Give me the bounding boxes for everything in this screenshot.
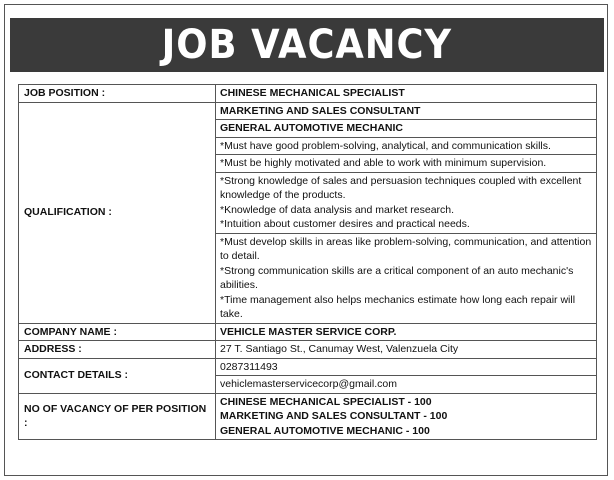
job-position-label: JOB POSITION :	[19, 85, 216, 103]
qualification-line: *Knowledge of data analysis and market research.	[220, 203, 455, 216]
vacancy-item: CHINESE MECHANICAL SPECIALIST - 100	[220, 395, 432, 408]
address-value: 27 T. Santiago St., Canumay West, Valenzuela City	[216, 341, 597, 359]
qualification-position-2: GENERAL AUTOMOTIVE MECHANIC	[216, 120, 597, 138]
row-address	[19, 341, 597, 359]
contact-email: vehiclemasterservicecorp@gmail.com	[216, 376, 597, 394]
contact-label: CONTACT DETAILS :	[19, 358, 216, 393]
qualification-line: *Strong communication skills are a critical component of an auto mechanic's abilities.	[220, 264, 574, 291]
company-label: COMPANY NAME :	[19, 323, 216, 341]
row-vacancy	[19, 393, 597, 440]
qualification-block-4	[216, 233, 597, 323]
qualification-block-3	[216, 172, 597, 233]
row-job-position	[19, 85, 597, 103]
vacancy-item: GENERAL AUTOMOTIVE MECHANIC - 100	[220, 424, 430, 437]
qualification-line: *Must have good problem-solving, analytical, and communication skills.	[220, 139, 551, 152]
qualification-line: *Intuition about customer desires and practical needs.	[220, 218, 470, 230]
vacancy-values	[216, 393, 597, 440]
page-title: JOB VACANCY	[161, 22, 453, 68]
job-position-value: CHINESE MECHANICAL SPECIALIST	[216, 85, 597, 103]
qualification-line: *Must develop skills in areas like problem-solving, communication, and attention to detail.	[220, 235, 592, 262]
row-company	[19, 323, 597, 341]
banner	[10, 18, 604, 72]
row-qualification	[19, 102, 597, 120]
qualification-position-1: MARKETING AND SALES CONSULTANT	[216, 102, 597, 120]
contact-phone: 0287311493	[216, 358, 597, 376]
vacancy-item: MARKETING AND SALES CONSULTANT - 100	[220, 410, 448, 422]
qualification-block-1	[216, 137, 597, 155]
row-contact	[19, 358, 597, 376]
company-value: VEHICLE MASTER SERVICE CORP.	[216, 323, 597, 341]
vacancy-table	[18, 84, 597, 440]
qualification-line: *Time management also helps mechanics estimate how long each repair will take.	[220, 293, 576, 320]
qualification-line: *Strong knowledge of sales and persuasion techniques coupled with excellent knowledge of the products.	[220, 174, 582, 201]
address-label: ADDRESS :	[19, 341, 216, 359]
vacancy-label: NO OF VACANCY OF PER POSITION :	[19, 393, 216, 440]
qualification-block-2	[216, 155, 597, 173]
qualification-label: QUALIFICATION :	[19, 102, 216, 323]
qualification-line: *Must be highly motivated and able to work with minimum supervision.	[220, 157, 547, 169]
